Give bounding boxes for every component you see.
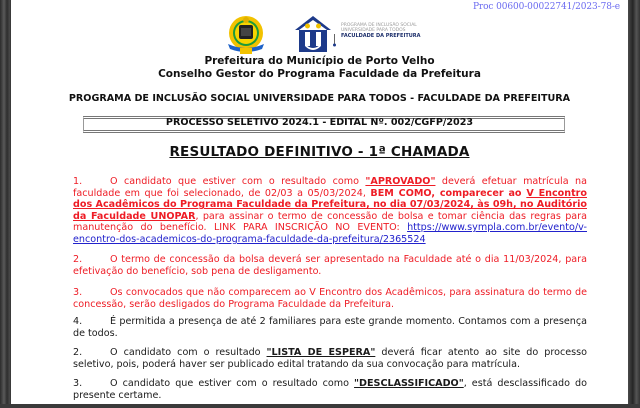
item-disqualified: 3. O candidato que estiver com o resultado como "DESCLASSIFICADO", está desclassificado do presente certame. [73,378,587,401]
item-4-family: 4. É permitida a presença de até 2 familiares para este grande momento. Contamos com a presença de todos. [73,316,587,339]
faculdade-logo-text: PROGRAMA DE INCLUSÃO SOCIAL UNIVERSIDADE PARA TODOS FACULDADE DA PREFEITURA [341,23,421,39]
program-heading: PROGRAMA DE INCLUSÃO SOCIAL UNIVERSIDADE PARA TODOS - FACULDADE DA PREFEITURA [68,93,571,104]
process-stamp: Proc 00600-00022741/2023-78-e [472,2,620,12]
event-registration-link[interactable]: https://www.sympla.com.br/evento/v-encontro-dos-academicos-do-programa-faculdade-da-prefeitura/2365524 [73,222,587,245]
window-frame-right [628,0,640,408]
university-house-icon [291,14,341,54]
status-approved: "APROVADO" [365,176,436,187]
document-title: RESULTADO DEFINITIVO - 1ª CHAMADA [169,144,470,160]
edital-heading: PROCESSO SELETIVO 2024.1 - EDITAL Nº. 002/CGFP/2023 [165,117,474,128]
item-waiting-list: 2. O candidato com o resultado "LISTA DE ESPERA" deverá ficar atento ao site do processo seletivo, pois, poderá haver ser publicado edital tratando da sua convocação para matrícula. [73,347,587,370]
item-3-absent: 3. Os convocados que não comparecem ao V Encontro dos Acadêmicos, para assinatura do termo de concessão, serão desligados do Programa Faculdade da Prefeitura. [73,287,587,310]
window-frame-bottom [0,404,640,408]
item-number: 1. [73,176,83,187]
event-details: V Encontro dos Acadêmicos do Programa Faculdade da Prefeitura, no dia 07/03/2024, às 09h, no Auditório da Faculdade UNOPAR [73,187,587,222]
status-disqualified: "DESCLASSIFICADO" [354,378,464,389]
header-logos [224,12,424,57]
item-2-term: 2. O termo de concessão da bolsa deverá ser apresentado na Faculdade até o dia 11/03/2024, para efetivação do benefício, sob pena de desligamento. [73,254,587,277]
faculdade-prefeitura-logo [291,14,421,54]
council-heading: Conselho Gestor do Programa Faculdade da Prefeitura [158,68,481,80]
status-waiting-list: "LISTA DE ESPERA" [266,347,376,358]
window-frame-left [0,0,10,408]
document-page [11,0,628,404]
municipality-heading: Prefeitura do Município de Porto Velho [204,55,435,67]
item-1-approved: 1. O candidato que estiver com o resultado como "APROVADO" deverá efetuar matrícula na faculdade em que foi selecionado, de 02/03 a 05/03/2024, BEM COMO, comparecer ao V Encontro dos Acadêmicos do Programa Faculdade da Prefeitura, no dia 07/03/2024, às 09h, no Auditório da Faculdade UNOPAR, para assinar o termo de concessão de bolsa e tomar ciência das regras para manutenção do benefício. LINK PARA INSCRIÇÃO NO EVENTO: https://www.sympla.com.br/evento/v-encontro-dos-academicos-do-programa-faculdade-da-prefeitura/2365524 [73,176,587,245]
city-seal-icon [224,14,268,56]
